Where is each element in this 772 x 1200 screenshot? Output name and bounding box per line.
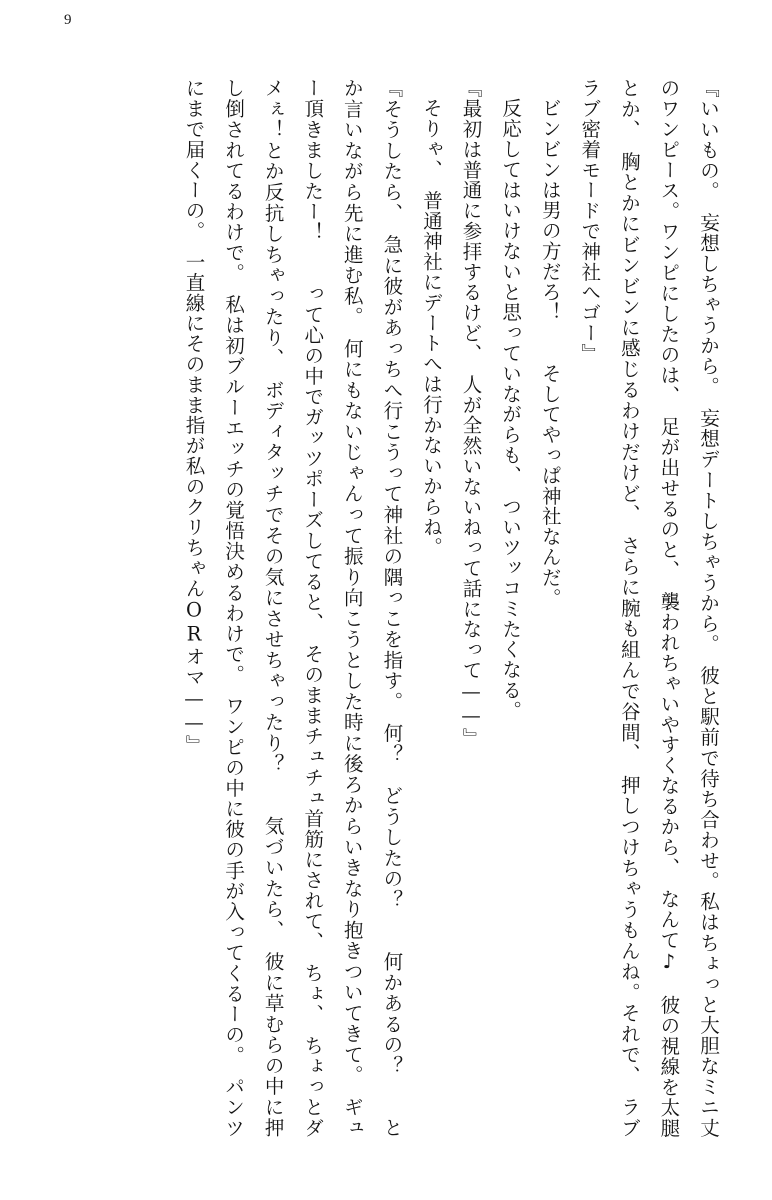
paragraph: そりゃ、 普通神社にデートへは行かないからね。 xyxy=(419,97,443,557)
paragraph: 『いいもの。 妄想しちゃうから。 妄想デートしちゃうから。 彼と駅前で待ち合わせ。私はちょっと大胆なミニ丈のワンピース。ワンピにしたのは、 足が出せるのと、 襲われちゃいやすくなるから、 なんて♪ 彼の視線を太腿とか、 胸とかにビンビンに感じるわけだけど、 さらに腕も組んで谷間、 押しつけちゃうもんね。それで、 ラブラブ密着モードで神社へゴー』 xyxy=(578,78,720,1138)
paragraph: 『そうしたら、 急に彼があっちへ行こうって神社の隅っこを指す。 何？ どうしたの？ 何かあるの？ とか言いながら先に進む私。 何にもないじゃんって振り向こうとした時に後ろからいきなり抱きついてきて。 ギュー頂きましたー！ って心の中でガッツポーズしてると、 そのままチュチュ首筋にされて、 ちょ、 ちょっとダメぇ！とか反抗しちゃったり、 ボディタッチでその気にさせちゃったり？ 気づいたら、 彼に草むらの中に押し倒されてるわけで。 私は初ブルーエッチの覚悟決めるわけで。 ワンピの中に彼の手が入ってくるーの。 パンツにまで届くーの。 一直線にそのまま指が私のクリちゃんORオマ——』 xyxy=(182,78,404,1138)
page-body-text xyxy=(38,78,728,1138)
paragraph: 反応してはいけないと思っていながらも、 ついツッコミたくなる。 xyxy=(499,97,523,721)
paragraph: ビンビンは男の方だろ！ そしてやっぱ神社なんだ。 xyxy=(538,97,562,608)
paragraph: 『最初は普通に参拝するけど、 人が全然いないねって話になって——』 xyxy=(459,78,483,749)
page-number: 9 xyxy=(64,12,72,28)
